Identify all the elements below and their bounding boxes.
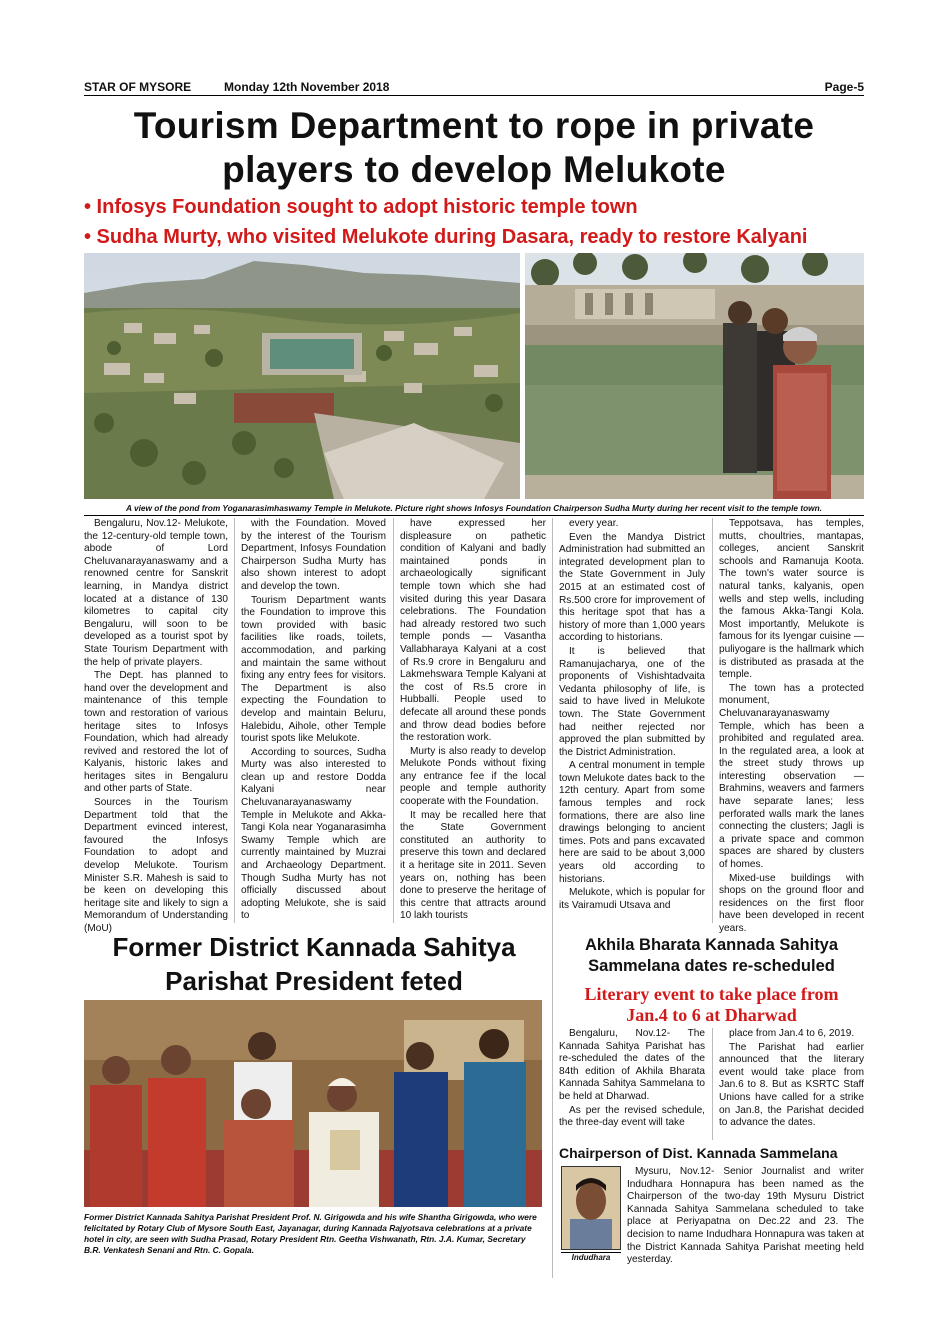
masthead bbox=[84, 78, 864, 96]
main-headline bbox=[80, 104, 868, 192]
main-headline-line2: players to develop Melukote bbox=[222, 149, 726, 190]
paragraph: Mixed-use buildings with shops on the ground floor and residences on the first floor have been developed in recent years. bbox=[719, 872, 864, 934]
sammelana-subheadline bbox=[559, 984, 864, 1026]
sammelana-column-1 bbox=[559, 1028, 705, 1131]
page-number: Page-5 bbox=[824, 80, 864, 94]
main-headline-line1: Tourism Department to rope in private bbox=[133, 105, 815, 146]
publication-name: STAR OF MYSORE bbox=[84, 80, 192, 94]
paragraph: Even the Mandya District Administration had submitted an integrated development plan to the State Government in July 2015 at an estimated cost of Rs.500 crore for improvement of this heritage spot that has a history of more than 1,000 years according to historians. bbox=[559, 531, 705, 644]
sudha-murty-kalyani-photo bbox=[525, 253, 864, 499]
paragraph: Bengaluru, Nov.12- Melukote, the 12-century-old temple town, abode of Lord Cheluvanarayanaswamy and a renowned centre for Sanskrit learning, in Mandya district located at a distance of 130 kilometres to capital city Bengaluru, will soon to be developed as a tourist spot by State Tourism Department with the help of private players. bbox=[84, 518, 228, 668]
paragraph: Teppotsava, has temples, mutts, choultries, mantapas, colleges, ancient Sanskrit schools and Ramanuja Koota. The town's water source is natural tanks, kalyanis, open wells and step wells, including the famous Akka-Tangi Kola. Most importantly, Melukote is famous for its Iyengar cuisine — puliyogare is the hallmark which is distributed as prasada at the temple. bbox=[719, 518, 864, 681]
sammelana-headline-line1: Akhila Bharata Kannada Sahitya bbox=[584, 936, 839, 954]
paragraph: Melukote, which is popular for its Vairamudi Utsava and bbox=[559, 887, 705, 911]
feted-headline-line1: Former District Kannada Sahitya bbox=[112, 932, 516, 962]
paragraph: As per the revised schedule, the three-day event will take bbox=[559, 1104, 705, 1129]
issue-date: Monday 12th November 2018 bbox=[224, 80, 390, 94]
feted-headline-line2: Parishat President feted bbox=[165, 966, 463, 996]
paragraph: Bengaluru, Nov.12- The Kannada Sahitya Parishat has re-scheduled the dates of the 84th edition of Akhila Bharata Kannada Sahitya Sammelana to be held at Dharwad. bbox=[559, 1028, 705, 1102]
indudhara-portrait-photo bbox=[561, 1166, 621, 1250]
feted-headline bbox=[84, 930, 544, 998]
chairperson-body bbox=[627, 1166, 864, 1268]
portrait-caption: Indudhara bbox=[561, 1252, 621, 1262]
article-column-4 bbox=[559, 518, 705, 913]
photo-caption-main: A view of the pond from Yoganarasimhaswamy Temple in Melukote. Picture right shows Infosys Foundation Chairperson Sudha Murty during her recent visit to the temple town. bbox=[84, 503, 864, 516]
article-column-3 bbox=[400, 518, 546, 924]
paragraph: The town has a protected monument, Cheluvanarayanaswamy Temple, which has been a prohibited and regulated area. In the regulated area, a look at the street study throws up interesting observation — Brahmins, weavers and farmers have separate lanes; less perforated walls mark the lanes connecting the clusters; Jagli is a private space and common spaces are shared by clusters of homes. bbox=[719, 682, 864, 871]
deck-line-2: • Sudha Murty, who visited Melukote during Dasara, ready to restore Kalyani bbox=[84, 226, 808, 248]
column-divider bbox=[712, 1028, 713, 1140]
paragraph: Mysuru, Nov.12- Senior Journalist and writer Indudhara Honnapura has been named as the Chairperson of the two-day 19th Mysuru District Kannada Sahitya Sammelana scheduled to take place at Periyapatna on Dec.22 and 23. The decision to name Indudhara Honnapura was taken at the District Kannada Sahitya Parishat meeting held yesterday. bbox=[627, 1166, 864, 1266]
column-divider bbox=[552, 518, 553, 1278]
paragraph: According to sources, Sudha Murty was also interested to clean up and restore Dodda Kalyani near Cheluvanarayanaswamy Temple in Melukote and Akka-Tangi Kola near Yoganarasimha Swamy Temple which are currently maintained by Muzrai and Archaeology Department. Though Sudha Murty has not officially discussed about adopting Melukote, she is said to bbox=[241, 746, 386, 922]
felicitation-caption: Former District Kannada Sahitya Parishat President Prof. N. Girigowda and his wife Shantha Girigowda, who were felicitated by Rotary Club of Mysore South East, Jayanagar, during Kannada Rajyotsava celebrations at a private hotel in city, are seen with Sudha Prasad, Rotary President Rtn. Geetha Vishwanath, Rtn. J.A. Kumar, Secretary B.R. Venkatesh Senani and Rtn. C. Gopala. bbox=[84, 1212, 537, 1255]
article-column-2 bbox=[241, 518, 386, 924]
paragraph: It may be recalled here that the State Government constituted an authority to preserve this town and declared it a heritage site in 2011. Seven years on, nothing has been done to preserve the heritage of this centre that attracts around 10 lakh tourists bbox=[400, 809, 546, 922]
paragraph: Tourism Department wants the Foundation to improve this town provided with basic facilities like roads, toilets, accommodation, and parking and maintain the same without fixing any entry fees for visitors. The Department is also expecting the Foundation to develop and maintain Beluru, Halebidu, Aihole, other Temple tourist spots like Melukote. bbox=[241, 594, 386, 745]
sammelana-subheadline-line2: Jan.4 to 6 at Dharwad bbox=[626, 1005, 797, 1025]
paragraph: It is believed that Ramanujacharya, one of the proponents of Vishishtadvaita Vedanta philosophy of life, is said to have lived in Melukote town. The State Government had neither rejected nor approved the plan submitted by the District Administration. bbox=[559, 645, 705, 758]
article-column-1 bbox=[84, 518, 228, 937]
paragraph: Murty is also ready to develop Melukote Ponds without fixing any entrance fee if the local people and temple authority cooperate with the Foundation. bbox=[400, 745, 546, 808]
paragraph: The Parishat had earlier announced that the literary event would take place from Jan.6 to 8. But as KSRTC Staff Unions have called for a strike on Jan.8, the Parishat decided to advance the dates. bbox=[719, 1041, 864, 1129]
paragraph: have expressed her displeasure on pathetic condition of Kalyani and badly maintained ponds in archaeologically significant temple town which she had visited during this year Dasara celebrations. The Foundation had already restored two such temple ponds — Vasantha Vallabharaya Kalyani at a cost of Rs.9 crore in Bengaluru and Lakmehswara Temple Kalyani at the cost of Rs.5 crore in Hubballi. People used to defecate all around these ponds and throw dead bodies before the restoration work. bbox=[400, 518, 546, 744]
sammelana-subheadline-line1: Literary event to take place from bbox=[584, 984, 839, 1004]
paragraph: The Dept. has planned to hand over the development and maintenance of this temple town and restoration of various heritage sites to Infosys Foundation, which had already revived and restored the lot of Kalyanis, historic lakes and heritages sites in Bengaluru and other parts of State. bbox=[84, 670, 228, 795]
paragraph: with the Foundation. Moved by the interest of the Tourism Department, Infosys Foundation Chairperson Sudha Murty has also shown interest to adopt and develop the town. bbox=[241, 518, 386, 592]
column-divider bbox=[234, 518, 235, 923]
paragraph: Sources in the Tourism Department told that the Department evinced interest, favoured the Infosys Foundation to adopt and develop Melukote. Tourism Minister S.R. Mahesh is said to be keen on developing this heritage site and likely to sign a Memorandum of Understanding (MoU) bbox=[84, 797, 228, 934]
paragraph: A central monument in temple town Melukote dates back to the 12th century. Apart from some famous temples and rock formations, there are also line drawings belonging to ancient times. Pots and pans excavated here are said to be about 3,000 years old according to historians. bbox=[559, 760, 705, 885]
paragraph: every year. bbox=[569, 518, 619, 529]
sammelana-column-2 bbox=[719, 1028, 864, 1131]
melukote-landscape-photo bbox=[84, 253, 520, 499]
article-column-5 bbox=[719, 518, 864, 937]
deck-line-1: • Infosys Foundation sought to adopt historic temple town bbox=[84, 196, 638, 218]
sammelana-headline bbox=[559, 935, 864, 977]
sammelana-headline-line2: Sammelana dates re-scheduled bbox=[588, 957, 835, 975]
felicitation-group-photo bbox=[84, 1000, 542, 1207]
chairperson-headline: Chairperson of Dist. Kannada Sammelana bbox=[559, 1145, 838, 1161]
paragraph: place from Jan.4 to 6, 2019. bbox=[729, 1028, 855, 1039]
column-divider bbox=[712, 518, 713, 923]
column-divider bbox=[393, 518, 394, 923]
